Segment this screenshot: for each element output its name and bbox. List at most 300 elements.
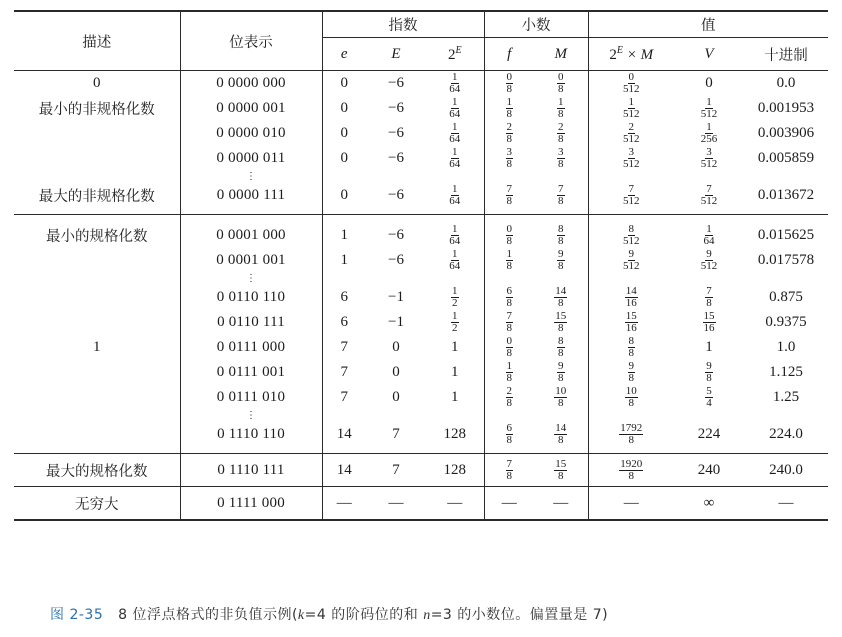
fraction-denominator: 8 xyxy=(558,469,564,482)
cell-twoe xyxy=(426,96,484,121)
fraction xyxy=(705,386,713,409)
fraction xyxy=(557,147,565,170)
cell-twoe xyxy=(426,310,484,335)
fraction-denominator: 8 xyxy=(506,133,512,145)
cell-twoem xyxy=(588,285,674,310)
fraction xyxy=(619,423,643,446)
fraction-denominator: 512 xyxy=(623,195,640,207)
cell-m xyxy=(534,248,588,273)
table-row xyxy=(14,96,828,121)
cell-e: −6 xyxy=(388,125,404,141)
fraction xyxy=(554,286,567,309)
cell-twoe xyxy=(426,248,484,273)
fraction-denominator: 512 xyxy=(700,108,718,120)
fraction-numerator: 9 xyxy=(706,360,712,372)
cell-e: −6 xyxy=(388,75,404,91)
fraction-denominator: 256 xyxy=(700,133,718,145)
fraction xyxy=(622,72,641,95)
cell-m xyxy=(534,285,588,310)
fraction-denominator: 8 xyxy=(706,372,712,384)
cell-twoe: 128 xyxy=(426,454,484,487)
cell-bits: 0 0111 000 xyxy=(180,335,322,360)
cell-bits: 0 0000 011 xyxy=(180,146,322,171)
fraction-denominator: 2 xyxy=(452,297,458,309)
cell-e: 14 xyxy=(322,454,366,487)
cell-decimal: 0.0 xyxy=(776,75,796,91)
ellipsis-row xyxy=(14,410,828,422)
cell-f xyxy=(484,454,534,487)
cell-twoem xyxy=(588,335,674,360)
fraction xyxy=(557,361,565,384)
cell-v xyxy=(674,121,744,146)
ellipsis-row xyxy=(14,171,828,183)
cell-m xyxy=(534,310,588,335)
ellipsis-row xyxy=(14,273,828,285)
cell-v: ∞ xyxy=(674,487,744,521)
fraction-numerator: 1 xyxy=(452,71,458,83)
table-row xyxy=(14,146,828,171)
cell-f: — xyxy=(484,487,534,521)
fraction-numerator: 7 xyxy=(706,183,712,195)
cell-twoe xyxy=(426,146,484,171)
cell-f xyxy=(484,422,534,454)
fraction-numerator: 1 xyxy=(558,96,564,108)
table-row xyxy=(14,183,828,215)
cell-description xyxy=(14,285,180,310)
fraction-numerator: 7 xyxy=(506,183,512,195)
fraction-numerator: 8 xyxy=(628,335,634,347)
cell-decimal: 0.017578 xyxy=(757,252,815,268)
cell-bits: 0 0001 000 xyxy=(180,215,322,249)
fraction xyxy=(554,423,567,446)
fraction-numerator: 2 xyxy=(506,385,512,397)
table-row xyxy=(14,285,828,310)
fraction xyxy=(700,147,719,170)
cell-f xyxy=(484,360,534,385)
fraction xyxy=(622,147,641,170)
fraction-denominator: 8 xyxy=(506,397,512,409)
fraction xyxy=(506,122,514,145)
fraction-numerator: 1 xyxy=(452,285,458,297)
header-V: V xyxy=(674,38,744,71)
cell-twoem xyxy=(588,385,674,410)
fraction-denominator: 8 xyxy=(628,469,634,482)
fraction-numerator: 2 xyxy=(558,121,564,133)
cell-bits: 0 0110 110 xyxy=(180,285,322,310)
fraction-denominator: 8 xyxy=(558,83,564,95)
cell-description: 最小的规格化数 xyxy=(14,215,180,249)
fraction-numerator: 1 xyxy=(452,96,458,108)
cell-e: 0 xyxy=(340,75,348,91)
cell-twoe xyxy=(426,285,484,310)
fraction xyxy=(506,72,514,95)
cell-twoem xyxy=(588,422,674,454)
fraction-numerator: 15 xyxy=(555,457,567,470)
fraction xyxy=(448,147,461,170)
fraction-denominator: 8 xyxy=(558,434,564,446)
fraction-numerator: 3 xyxy=(628,146,634,158)
cell-e: 0 xyxy=(340,125,348,141)
cell-e: 7 xyxy=(340,389,348,405)
cell-description: 无穷大 xyxy=(14,487,180,521)
header-exponent-group: 指数 xyxy=(322,11,484,38)
fraction-denominator: 512 xyxy=(700,158,718,170)
cell-description xyxy=(14,422,180,454)
fraction-denominator: 8 xyxy=(506,347,512,359)
table-row xyxy=(14,215,828,249)
cell-m: — xyxy=(534,487,588,521)
fraction-denominator: 512 xyxy=(623,260,640,272)
fraction-denominator: 8 xyxy=(558,260,564,272)
cell-e: −6 xyxy=(388,150,404,166)
caption-text-a: 8 位浮点格式的非负值示例( xyxy=(118,607,298,623)
fraction xyxy=(557,249,565,272)
fraction xyxy=(557,184,565,207)
cell-f xyxy=(484,335,534,360)
fraction xyxy=(622,184,641,207)
fraction-numerator: 14 xyxy=(555,422,567,434)
cell-description: 最小的非规格化数 xyxy=(14,96,180,121)
cell-twoem xyxy=(588,360,674,385)
fraction-denominator: 4 xyxy=(706,397,712,409)
cell-twoem xyxy=(588,215,674,249)
cell-description xyxy=(14,248,180,273)
fraction xyxy=(700,97,719,120)
table-row xyxy=(14,335,828,360)
fraction xyxy=(622,122,641,145)
fraction-denominator: 8 xyxy=(558,158,564,170)
cell-m xyxy=(534,183,588,215)
fraction-denominator: 16 xyxy=(625,297,637,309)
cell-decimal: 0.015625 xyxy=(744,215,828,249)
cell-twoe xyxy=(426,121,484,146)
caption-text-c: =3 的小数位。偏置量是 7) xyxy=(430,607,609,623)
fraction-denominator: 8 xyxy=(506,235,512,247)
cell-description: 0 xyxy=(14,71,180,97)
fraction-numerator: 1 xyxy=(506,360,512,372)
cell-bits: 0 0000 111 xyxy=(180,183,322,215)
fraction-numerator: 10 xyxy=(555,385,567,397)
fraction-numerator: 9 xyxy=(706,248,712,260)
fraction xyxy=(557,72,565,95)
cell-bits: 0 0000 000 xyxy=(180,71,322,97)
fraction-numerator: 8 xyxy=(558,335,564,347)
fraction-numerator: 14 xyxy=(625,285,637,297)
cell-e: −1 xyxy=(388,289,404,305)
fraction-denominator: 512 xyxy=(700,260,718,272)
fraction-denominator: 8 xyxy=(558,195,564,207)
fraction xyxy=(448,97,461,120)
cell-decimal: 240.0 xyxy=(744,454,828,487)
fraction-denominator: 512 xyxy=(623,158,640,170)
fraction-denominator: 8 xyxy=(506,297,512,309)
cell-v: 240 xyxy=(674,454,744,487)
cell-v xyxy=(674,146,744,171)
cell-e: 7 xyxy=(392,426,400,442)
cell-description xyxy=(14,121,180,146)
cell-twoe xyxy=(426,183,484,215)
fraction xyxy=(506,423,514,446)
fraction-numerator: 15 xyxy=(703,310,715,322)
fraction xyxy=(554,459,567,482)
cell-description xyxy=(14,310,180,335)
vertical-ellipsis: ⋮ xyxy=(180,273,322,285)
fraction-numerator: 1 xyxy=(706,223,712,235)
fraction-numerator: 7 xyxy=(558,183,564,195)
cell-decimal: 0.001953 xyxy=(757,100,815,116)
fraction xyxy=(628,336,636,359)
cell-f xyxy=(484,310,534,335)
fraction-numerator: 3 xyxy=(706,146,712,158)
cell-e: 0 xyxy=(340,187,348,203)
cell-bits: 0 0111 010 xyxy=(180,385,322,410)
fraction-numerator: 1 xyxy=(452,248,458,260)
fraction-denominator: 64 xyxy=(449,235,461,247)
fraction xyxy=(451,311,459,334)
fraction-numerator: 1 xyxy=(452,310,458,322)
fraction-denominator: 8 xyxy=(506,260,512,272)
fraction xyxy=(451,286,459,309)
figure-caption xyxy=(50,604,810,624)
cell-f xyxy=(484,71,534,97)
fraction-denominator: 2 xyxy=(452,322,458,334)
cell-m xyxy=(534,121,588,146)
fraction xyxy=(506,459,514,482)
cell-twoem xyxy=(588,310,674,335)
table-row xyxy=(14,385,828,410)
cell-v xyxy=(674,215,744,249)
float-format-table xyxy=(14,10,828,521)
fraction-denominator: 8 xyxy=(628,372,634,384)
cell-description xyxy=(14,385,180,410)
cell-twoe: 128 xyxy=(426,422,484,454)
fraction xyxy=(506,224,514,247)
cell-m xyxy=(534,215,588,249)
fraction xyxy=(448,184,461,207)
cell-bits: 0 0110 111 xyxy=(180,310,322,335)
cell-e: 7 xyxy=(340,339,348,355)
fraction-numerator: 0 xyxy=(628,71,634,83)
cell-description xyxy=(14,146,180,171)
fraction-numerator: 3 xyxy=(558,146,564,158)
fraction-numerator: 14 xyxy=(555,285,567,297)
cell-v xyxy=(674,360,744,385)
fraction-denominator: 8 xyxy=(558,133,564,145)
cell-v xyxy=(674,96,744,121)
header-desc: 描述 xyxy=(14,11,180,71)
cell-e: 0 xyxy=(340,150,348,166)
fraction xyxy=(619,459,643,482)
cell-decimal: 224.0 xyxy=(769,426,803,442)
cell-e: 1 xyxy=(322,215,366,249)
header-fraction-group: 小数 xyxy=(484,11,588,38)
fraction-denominator: 512 xyxy=(700,195,718,207)
cell-v xyxy=(674,183,744,215)
header-E: E xyxy=(366,38,426,71)
cell-bits: 0 1110 110 xyxy=(180,422,322,454)
fraction-numerator: 7 xyxy=(506,310,512,322)
cell-e: 7 xyxy=(340,364,348,380)
fraction-denominator: 16 xyxy=(625,322,637,334)
fraction xyxy=(448,249,461,272)
fraction-numerator: 9 xyxy=(558,360,564,372)
header-2E-times-M: $2^E \times M$ xyxy=(588,38,674,71)
cell-v: 0 xyxy=(705,75,713,91)
table-row xyxy=(14,422,828,454)
fraction-denominator: 8 xyxy=(628,397,634,409)
cell-f xyxy=(484,385,534,410)
cell-f xyxy=(484,248,534,273)
fraction-denominator: 8 xyxy=(628,347,634,359)
cell-m xyxy=(534,96,588,121)
fraction-denominator: 8 xyxy=(506,108,512,120)
cell-m xyxy=(534,454,588,487)
fraction xyxy=(700,184,719,207)
fraction-numerator: 6 xyxy=(506,422,512,434)
cell-m xyxy=(534,71,588,97)
cell-e: 7 xyxy=(366,454,426,487)
fraction-denominator: 8 xyxy=(506,322,512,334)
caption-k: k xyxy=(297,608,305,623)
cell-description: 最大的规格化数 xyxy=(14,454,180,487)
cell-e: 0 xyxy=(392,364,400,380)
cell-twoem xyxy=(588,96,674,121)
fraction xyxy=(700,122,719,145)
fraction-denominator: 8 xyxy=(558,322,564,334)
fraction xyxy=(705,286,713,309)
fraction xyxy=(705,361,713,384)
cell-e: −6 xyxy=(388,187,404,203)
fraction xyxy=(628,361,636,384)
cell-twoem xyxy=(588,454,674,487)
fraction-denominator: 512 xyxy=(623,133,640,145)
fraction xyxy=(506,311,514,334)
fraction-numerator: 9 xyxy=(558,248,564,260)
fraction-denominator: 8 xyxy=(506,434,512,446)
table-row xyxy=(14,454,828,487)
fraction-numerator: 7 xyxy=(628,183,634,195)
cell-v xyxy=(674,310,744,335)
fraction-numerator: 9 xyxy=(628,248,634,260)
fraction-numerator: 1 xyxy=(628,96,634,108)
cell-twoem xyxy=(588,71,674,97)
fraction-numerator: 1 xyxy=(706,96,712,108)
table-body xyxy=(14,71,828,521)
fraction-denominator: 512 xyxy=(623,83,640,95)
cell-description xyxy=(14,360,180,385)
cell-bits: 0 0111 001 xyxy=(180,360,322,385)
fraction-numerator: 8 xyxy=(628,223,634,235)
fraction xyxy=(703,311,716,334)
cell-twoem xyxy=(588,248,674,273)
table-row xyxy=(14,248,828,273)
fraction-numerator: 0 xyxy=(506,223,512,235)
cell-e: 6 xyxy=(340,289,348,305)
fraction-denominator: 8 xyxy=(558,235,564,247)
cell-twoe xyxy=(426,215,484,249)
vertical-ellipsis: ⋮ xyxy=(180,171,322,183)
cell-f xyxy=(484,183,534,215)
fraction xyxy=(506,386,514,409)
cell-f xyxy=(484,146,534,171)
cell-decimal: 0.003906 xyxy=(757,125,815,141)
fraction-denominator: 64 xyxy=(703,235,715,247)
cell-v: 224 xyxy=(697,426,721,442)
fraction-numerator: 5 xyxy=(706,385,712,397)
fraction-numerator: 2 xyxy=(628,121,634,133)
table-row xyxy=(14,121,828,146)
cell-twoem xyxy=(588,121,674,146)
table-row xyxy=(14,71,828,97)
fraction-denominator: 64 xyxy=(449,195,461,207)
fraction-numerator: 1 xyxy=(452,223,458,235)
header-decimal: 十进制 xyxy=(744,38,828,71)
cell-bits: 0 0001 001 xyxy=(180,248,322,273)
cell-m xyxy=(534,422,588,454)
fraction xyxy=(506,97,514,120)
fraction xyxy=(625,311,638,334)
cell-v xyxy=(674,385,744,410)
fraction-denominator: 512 xyxy=(623,108,640,120)
fraction-denominator: 512 xyxy=(623,235,640,247)
cell-e: −6 xyxy=(388,252,404,268)
cell-decimal: 1.25 xyxy=(772,389,800,405)
fraction xyxy=(557,224,565,247)
cell-e: 6 xyxy=(340,314,348,330)
fraction xyxy=(506,249,514,272)
fraction-numerator: 1 xyxy=(506,96,512,108)
fraction xyxy=(557,336,565,359)
fraction-denominator: 64 xyxy=(449,158,461,170)
fraction-numerator: 2 xyxy=(506,121,512,133)
header-M: M xyxy=(534,38,588,71)
cell-bits: 0 1111 000 xyxy=(180,487,322,521)
cell-v xyxy=(674,285,744,310)
fraction xyxy=(700,249,719,272)
fraction-denominator: 8 xyxy=(506,372,512,384)
fraction-denominator: 8 xyxy=(506,195,512,207)
fraction-numerator: 1792 xyxy=(620,422,643,434)
cell-twoem xyxy=(588,183,674,215)
cell-e: 0 xyxy=(340,100,348,116)
cell-m xyxy=(534,146,588,171)
caption-label: 图 2-35 xyxy=(50,607,104,623)
fraction xyxy=(554,386,567,409)
cell-f xyxy=(484,121,534,146)
cell-twoem: — xyxy=(588,487,674,521)
cell-m xyxy=(534,385,588,410)
fraction-denominator: 64 xyxy=(449,83,461,95)
cell-decimal: 1.125 xyxy=(769,364,803,380)
fraction-denominator: 8 xyxy=(558,108,564,120)
fraction-numerator: 1 xyxy=(506,248,512,260)
fraction-denominator: 8 xyxy=(558,372,564,384)
cell-description: 1 xyxy=(14,335,180,360)
fraction-numerator: 0 xyxy=(506,71,512,83)
fraction xyxy=(703,224,716,247)
fraction xyxy=(625,386,638,409)
cell-f xyxy=(484,96,534,121)
fraction-denominator: 8 xyxy=(506,469,512,482)
fraction-numerator: 0 xyxy=(558,71,564,83)
cell-decimal: 0.013672 xyxy=(757,187,815,203)
cell-decimal: 1.0 xyxy=(776,339,796,355)
fraction-numerator: 7 xyxy=(506,457,512,470)
fraction-denominator: 8 xyxy=(628,434,634,446)
fraction xyxy=(506,336,514,359)
fraction-denominator: 64 xyxy=(449,108,461,120)
cell-twoe: 1 xyxy=(426,385,484,410)
